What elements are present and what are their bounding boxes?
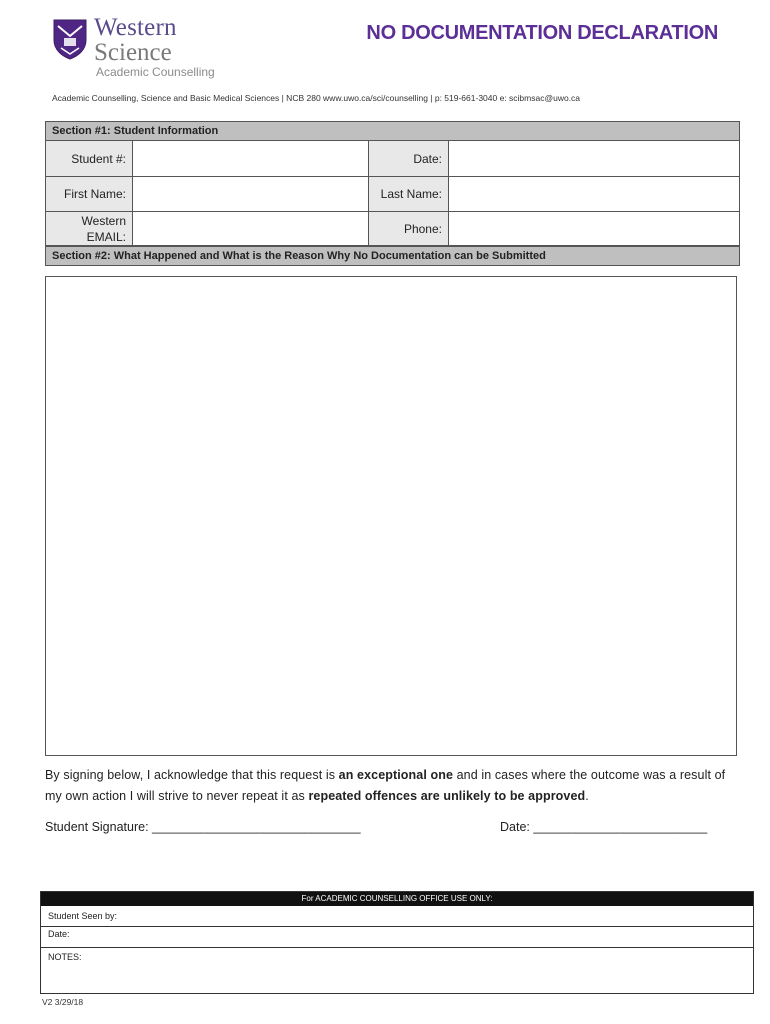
ack-bold1: an exceptional one <box>338 768 454 782</box>
section2-heading: Section #2: What Happened and What is the Reason Why No Documentation can be Submitted <box>46 246 739 265</box>
office-date-field[interactable]: Date: <box>41 927 753 948</box>
phone-field[interactable] <box>449 212 739 245</box>
ack-part1: By signing below, I acknowledge that this request is <box>45 768 339 782</box>
student-seen-by-field[interactable]: Student Seen by: <box>41 906 753 927</box>
last-name-field[interactable] <box>449 177 739 211</box>
ack-bold2: repeated offences are unlikely to be approved <box>308 789 586 803</box>
contact-line: Academic Counselling, Science and Basic Medical Sciences | NCB 280 www.uwo.ca/sci/counselling | p: 519-661-3040 e: scibmsac@uwo.ca <box>52 93 581 103</box>
student-signature-line[interactable]: Student Signature: ______________________________ <box>45 820 361 834</box>
first-name-label: First Name: <box>46 177 133 211</box>
narrative-textbox[interactable] <box>45 276 737 756</box>
acknowledgement-text <box>45 765 735 807</box>
date-label: Date: <box>369 141 449 176</box>
table-row <box>46 177 739 212</box>
signature-date-line[interactable]: Date: _________________________ <box>500 820 708 834</box>
brand-science: Science <box>94 39 172 66</box>
table-row <box>46 212 739 246</box>
date-field[interactable] <box>449 141 739 176</box>
ack-part3: . <box>585 789 589 803</box>
western-email-label-line1: Western <box>81 213 126 228</box>
page-title: NO DOCUMENTATION DECLARATION <box>366 22 718 44</box>
office-use-box <box>40 891 754 994</box>
office-use-heading: For ACADEMIC COUNSELLING OFFICE USE ONLY: <box>41 892 753 906</box>
student-number-label: Student #: <box>46 141 133 176</box>
western-email-label-line2: EMAIL: <box>86 229 126 244</box>
version-label: V2 3/29/18 <box>42 997 84 1007</box>
brand-western: Western <box>94 14 177 41</box>
section1-heading: Section #1: Student Information <box>46 122 739 141</box>
phone-label: Phone: <box>369 212 449 245</box>
notes-field[interactable]: NOTES: <box>48 952 82 962</box>
brand-academic-counselling: Academic Counselling <box>96 65 215 79</box>
last-name-label: Last Name: <box>369 177 449 211</box>
student-number-field[interactable] <box>133 141 369 176</box>
western-shield-logo <box>52 18 88 60</box>
ack-part2: and in cases where the outcome was a result of my own action I will strive to never repeat it as <box>45 768 726 803</box>
western-email-label <box>46 212 133 245</box>
student-info-table <box>45 121 740 266</box>
table-row <box>46 141 739 177</box>
first-name-field[interactable] <box>133 177 369 211</box>
western-email-field[interactable] <box>133 212 369 245</box>
